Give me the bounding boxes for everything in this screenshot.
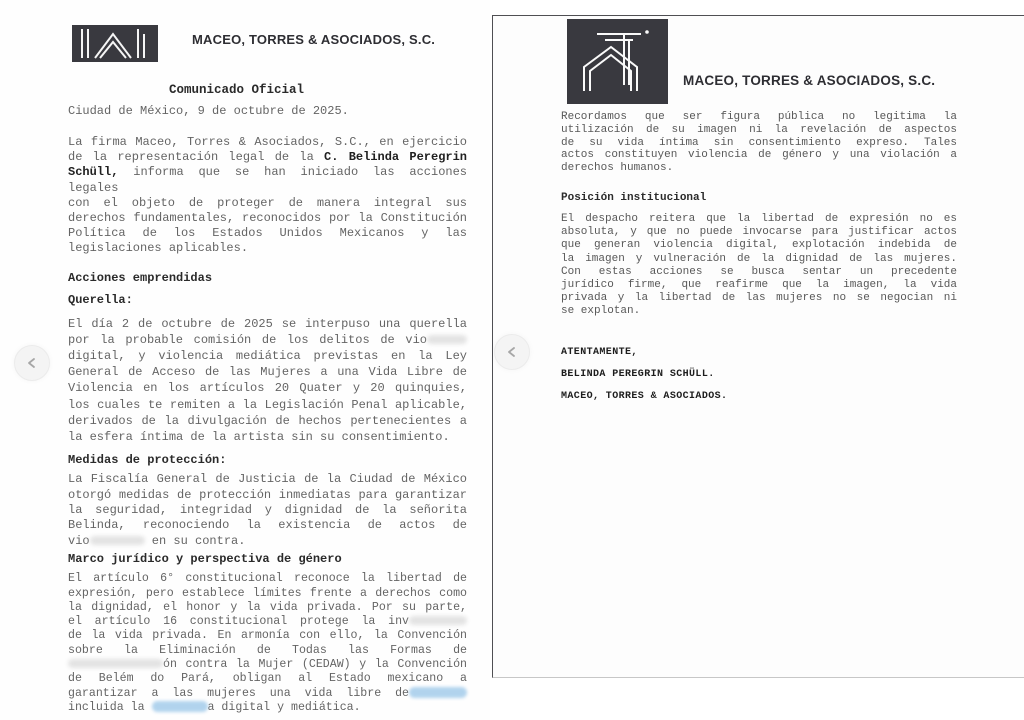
doc-line: Con estas acciones se busca sentar un precedente — [561, 265, 957, 278]
p3 — [68, 472, 467, 549]
carousel-prev-button[interactable] — [14, 345, 50, 381]
doc-line: Schüll, informa que se han iniciado las acciones legales — [68, 165, 467, 195]
document-page-2 — [492, 15, 1024, 678]
h-querella: Querella: — [68, 292, 133, 307]
document-body-2 — [561, 111, 957, 413]
doc-line: jurídico firme, que reafirme que la imagen, la vida — [561, 279, 957, 291]
doc-line: MACEO, TORRES & ASOCIADOS. — [561, 390, 728, 402]
title: Comunicado Oficial — [168, 83, 305, 97]
doc-line: los cuales te remiten a la Legislación Penal aplicable, — [68, 397, 467, 412]
doc-line: se explotan. — [561, 305, 641, 318]
redaction-blur — [409, 687, 467, 698]
h-acciones: Acciones emprendidas — [68, 270, 213, 285]
doc-line: sobre la Eliminación de Todas las Formas de — [68, 643, 467, 657]
doc-line: garantizar a las mujeres una vida libre de — [68, 687, 467, 701]
doc-line: Recordamos que ser figura pública no legitima la — [561, 111, 957, 123]
doc-line: derechos humanos. — [561, 162, 674, 175]
date: Ciudad de México, 9 de octubre de 2025. — [68, 104, 349, 118]
firm-logo — [567, 19, 668, 104]
doc-line: el artículo 16 constitucional protege la inv — [68, 615, 467, 629]
mt-monogram-icon — [567, 19, 668, 104]
doc-line: con el objeto de proteger de manera integral sus — [68, 195, 467, 210]
doc-line: General de Acceso de las Mujeres a una Vida Libre de — [68, 365, 467, 380]
doc-line: Belinda, reconociendo la existencia de actos de — [68, 518, 467, 533]
h-posicion: Posición institucional — [561, 191, 707, 204]
doc-line: El despacho reitera que la libertad de expresión no es — [561, 212, 957, 225]
document-body-1 — [68, 83, 467, 715]
doc-line: la imagen y vulneración de la dignidad de las mujeres. — [561, 252, 957, 265]
rp2 — [561, 213, 957, 319]
doc-line: La Fiscalía General de Justicia de la Ciudad de México — [68, 472, 467, 487]
doc-line: ón contra la Mujer (CEDAW) y la Convención — [68, 658, 467, 672]
redaction-blur — [427, 335, 467, 344]
firm-logo — [72, 25, 158, 62]
doc-line: que generan violencia digital, explotación indebida de — [561, 239, 957, 252]
firm-name: MACEO, TORRES & ASOCIADOS, S.C. — [683, 73, 936, 88]
doc-line: la seguridad, integridad y dignidad de la señorita — [68, 503, 467, 518]
chevron-left-icon — [505, 345, 519, 359]
doc-line: privada y la libertad de las mujeres no se negocian ni — [561, 292, 957, 305]
doc-line: ATENTAMENTE, — [561, 346, 638, 358]
redaction-blur — [409, 616, 467, 625]
chevron-left-icon — [25, 356, 39, 370]
h-marco: Marco jurídico y perspectiva de género — [68, 552, 342, 567]
redaction-blur — [90, 536, 145, 545]
redaction-blur — [68, 659, 163, 668]
h-medidas: Medidas de protección: — [68, 453, 227, 468]
doc-line: expresión, pero establece límites frente a derechos como — [68, 586, 467, 600]
document-page-1 — [0, 0, 490, 720]
doc-line: utilización de su imagen ni la revelación de aspectos — [561, 123, 957, 136]
mt-monogram-icon — [72, 25, 158, 62]
carousel-prev-button-2[interactable] — [494, 334, 530, 370]
doc-line: de la representación legal de la C. Belinda Peregrin — [68, 150, 468, 165]
doc-line: Violencia en los artículos 20 Quater y 20 quinquies, — [68, 381, 467, 396]
doc-line: derivados de la divulgación de hechos pertenecientes a — [68, 413, 467, 428]
doc-line: El día 2 de octubre de 2025 se interpuso una querella — [68, 316, 467, 331]
doc-line: la dignidad, el honor y la vida privada. Por su parte, — [68, 600, 467, 614]
p4 — [68, 572, 467, 715]
doc-line: actos constituyen violencia de género y una violación a — [561, 149, 957, 162]
doc-line: de la vida privada. En armonía con ello, la Convención — [68, 629, 467, 643]
doc-line: de su vida íntima sin consentimiento expreso. Tales — [561, 136, 957, 149]
p2 — [68, 316, 467, 446]
rp1 — [561, 111, 957, 175]
doc-line: absoluta, y que no puede invocarse para justificar actos — [561, 226, 957, 239]
redaction-blur — [152, 701, 208, 712]
signature — [561, 347, 957, 402]
doc-line: La firma Maceo, Torres & Asociados, S.C., en ejercicio — [68, 135, 467, 149]
doc-line: vio en su contra. — [68, 533, 246, 548]
doc-line: otorgó medidas de protección inmediatas para garantizar — [68, 487, 467, 502]
doc-line: derechos fundamentales, reconocidos por la Constitución — [68, 211, 467, 226]
doc-line: BELINDA PEREGRIN SCHÜLL. — [561, 368, 715, 380]
firm-name: MACEO, TORRES & ASOCIADOS, S.C. — [192, 32, 436, 47]
doc-line: la esfera íntima de la artista sin su consentimiento. — [68, 430, 450, 445]
doc-line: por la probable comisión de los delitos de vio — [68, 332, 467, 348]
doc-line: El artículo 6° constitucional reconoce la libertad de — [68, 572, 467, 586]
doc-line: Política de los Estados Unidos Mexicanos y las — [68, 226, 467, 241]
doc-line: digital, y violencia mediática previstas en la Ley — [68, 349, 467, 364]
p1 — [68, 135, 467, 257]
doc-line: incluida la a digital y mediática. — [68, 700, 361, 714]
doc-line: legislaciones aplicables. — [68, 241, 249, 256]
doc-line: de Belém do Pará, obligan al Estado mexicano a — [68, 672, 467, 686]
